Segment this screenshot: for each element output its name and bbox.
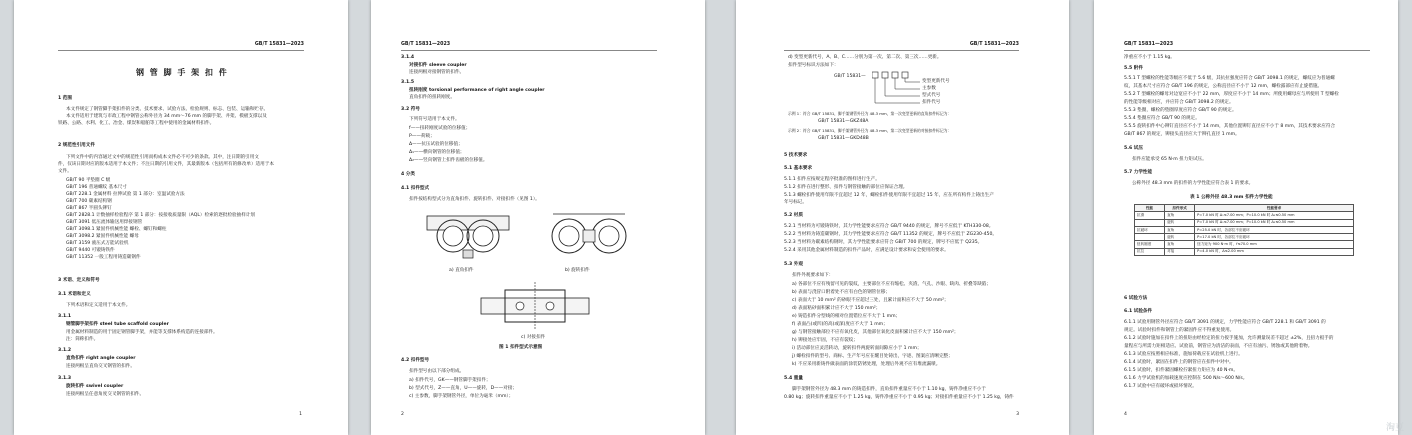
- subsection-heading: 3.2 符号: [401, 107, 420, 112]
- page-header-code: GB/T 15831—2023: [254, 42, 304, 47]
- list-item: 5.2.4 采用其他金属材料制造的扣件产品时，应满足设计要求和安全使用的要求。: [784, 248, 949, 253]
- list-item: 6.1.7 试验中应有破坏或损坏情况。: [1124, 384, 1197, 389]
- table-cell: 直角: [1165, 212, 1195, 219]
- table-cell: [1135, 219, 1165, 226]
- term-title: 钢管脚手架扣件 steel tube scaffold coupler: [66, 322, 169, 327]
- code-legend-item: 主参数: [922, 86, 936, 91]
- reference-item: GB/T 867 半圆头铆钉: [66, 206, 112, 211]
- term-note: 注：简称扣件。: [66, 337, 99, 342]
- term-number: 3.1.3: [58, 376, 72, 381]
- list-item: h) 铆接处应牢固，不应有裂纹；: [792, 338, 858, 343]
- paragraph-line: 净重应不小于 1.15 kg。: [1124, 55, 1175, 60]
- table-cell: 抗滑: [1135, 212, 1165, 219]
- list-item: b) 型式代号，Z——直角，U——旋转，D——对接；: [409, 386, 518, 391]
- list-item: k) 不应采用新铸件做表面的涂装防锈处理，处理后外观不应有堆流漏喷。: [792, 362, 941, 367]
- symbol-item: Δ₂——竖向钢管上扣件齿板的位移值。: [409, 158, 488, 163]
- symbol-item: Δ——抗压试验的位移值；: [409, 142, 463, 147]
- table-cell: 旋转: [1165, 234, 1195, 241]
- list-item: g) 与钢管接触部位不应有氧化皮，其他部位氧化皮面积累计应不大于 150 mm²；: [792, 330, 959, 335]
- paragraph-line: 下列符号适用于本文件。: [409, 117, 460, 122]
- table-caption: 表 1 公称外径 48.3 mm 扣件力学性能: [1190, 195, 1273, 200]
- reference-item: GB/T 228.1 金属材料 拉伸试验 第 1 部分：室温试验方法: [66, 192, 185, 197]
- code-legend-item: 扣件代号: [922, 100, 941, 105]
- list-item: c) 表面大于 10 mm² 的砂眼不应超过三处，且累计面积应不大于 50 mm²；: [792, 298, 949, 303]
- table-row: [1135, 241, 1354, 248]
- table-cell: 直角: [1165, 241, 1195, 248]
- list-item: 5.5.1 T 型螺栓的性能等级应不低于 5.6 级，其抗拉强度应符合 GB/T 3098.1 的规定，螺纹应为普通螺: [1124, 76, 1335, 81]
- page-number: 3: [1016, 412, 1019, 417]
- mechanical-properties-table: [1134, 204, 1354, 256]
- list-item: a) 各部位不应有残留可见的裂纹，主要部位不应有缩松、夹渣、气孔、沙眼、缺肉、折叠等缺陷；: [792, 282, 992, 287]
- right-angle-coupler-figure: [423, 206, 513, 264]
- paragraph-line: 本文件适用于建筑与市政工程中钢管公称外径为 34 mm～76 mm 的脚手架、井架、模板支撑以及: [66, 114, 267, 119]
- paragraph-line: 公称外径 48.3 mm 的扣件的力学性能应符合表 1 的要求。: [1132, 181, 1254, 186]
- subsection-heading: 5.1 基本要求: [784, 166, 813, 171]
- page-number: 4: [1124, 412, 1127, 417]
- symbol-item: Δ₁——横向钢管的位移值；: [409, 150, 465, 155]
- list-item: i) 活动部位应灵活转动，旋转扣件两旋转面间隙应小于 1 mm；: [792, 346, 922, 351]
- table-header-cell: 性能: [1135, 205, 1165, 212]
- section-heading: 5 技术要求: [784, 153, 808, 158]
- subsection-heading: 5.4 重量: [784, 376, 803, 381]
- term-title: 直角扣件 right angle coupler: [66, 356, 136, 361]
- list-item: d) 表面粘砂面积累计应不大于 150 mm²；: [792, 306, 881, 311]
- list-item: 5.2.1 当材料为可锻铸铁时，其力学性能要求应符合 GB/T 9440 的规定，牌号不应低于 KTH330-08。: [784, 224, 994, 229]
- subsection-heading: 4.2 扣件型号: [401, 358, 430, 363]
- table-header-cell: 性能要求: [1195, 205, 1354, 212]
- figure-label: c) 对接扣件: [521, 335, 546, 340]
- list-item: b) 表面与浇冒口附着处不应有白色的钢管位移；: [792, 290, 891, 295]
- table-cell: [1135, 234, 1165, 241]
- subsection-heading: 5.3 外观: [784, 262, 803, 267]
- symbol-item: P——荷载；: [409, 134, 435, 139]
- subsection-heading: 5.6 试压: [1124, 146, 1143, 151]
- list-item: 5.1.2 扣件在进行整形、扣件与钢管接触的部位应保证合理。: [784, 185, 908, 190]
- paragraph-line: 扣件型号标识方法如下：: [788, 63, 839, 68]
- term-number: 3.1.2: [58, 348, 72, 353]
- watermark-text: 淘豆: [1385, 423, 1404, 433]
- paragraph-line: 脚手架钢管外径为 48.3 mm 的铸造扣件，直角扣件重量应不小于 1.10 kg，铸件净重应不小于: [792, 387, 986, 392]
- list-item: 6.1.2 试验时施加在扣件上的扭矩由经检定的扭力扳手施加，允许测量误差不超过 ±2%，且扭力扳手的: [1124, 336, 1334, 341]
- reference-item: GB/T 196 普通螺纹 基本尺寸: [66, 185, 127, 190]
- table-cell: 旋转: [1165, 219, 1195, 226]
- list-item: 5.1.1 扣件应按规定程序批准的图样进行生产。: [784, 177, 880, 182]
- paragraph-line: 文件。: [58, 169, 72, 174]
- example-text: 示例 1：符合 GB/T 15831，脚手架钢管外径为 48.3 mm，第一次变型更新的直角扣件标记为：: [788, 111, 952, 116]
- paragraph-line: 件，仅该日期对应的版本适用于本文件；不注日期的引用文件，其最新版本（包括所有的修改单）适用于本: [58, 162, 274, 167]
- paragraph-line: 扣件按结构型式分为直角扣件、旋转扣件、对接扣件（见图 1）。: [409, 197, 540, 202]
- subsection-heading: 4.1 扣件型式: [401, 186, 430, 191]
- list-item: 纹，其基本尺寸应符合 GB/T 196 的规定，公称直径应不小于 12 mm，螺栓露部应有止旋措施。: [1124, 84, 1323, 89]
- swivel-coupler-figure: [543, 206, 635, 264]
- table-cell: P=17.0 kN 时，各部位不应破坏: [1195, 234, 1354, 241]
- list-item: 5.5.4 垫圈应符合 GB/T 90 的规定。: [1124, 116, 1200, 121]
- paragraph-line: 铁路、公路、水利、化工、冶金、煤炭和船舶等工程中使用的金属材料扣件。: [58, 121, 215, 126]
- subsection-heading: 5.7 力学性能: [1124, 170, 1153, 175]
- paragraph-line: 下列文件中的内容通过文中的规范性引用而构成本文件必不可少的条款。其中，注日期的引用文: [66, 155, 259, 160]
- sleeve-coupler-figure: [475, 280, 595, 332]
- code-prefix: GB/T 15831—: [834, 74, 866, 79]
- term-definition: 连接两根呈直角交叉钢管的扣件。: [66, 364, 135, 369]
- list-item: f) 表面凸(或凹)的高(或深)度应不大于 1 mm；: [792, 322, 888, 327]
- term-definition: 连接两根对接钢管的扣件。: [409, 70, 465, 75]
- table-cell: 抗破坏: [1135, 226, 1165, 233]
- list-item: 规定。试验时扣件和钢管上的紧固件应不得重复使用。: [1124, 328, 1235, 333]
- subsection-heading: 5.5 附件: [1124, 66, 1143, 71]
- table-cell: P=7.0 kN 时 Δ₁≤7.00 mm；P=10.0 kN 时 Δ₂≤0.50 mm: [1195, 212, 1354, 219]
- example-code: GB/T 15831—GKZ48A: [818, 119, 869, 124]
- table-cell: P=25.0 kN 时，各部位不应破坏: [1195, 226, 1354, 233]
- header-rule: [784, 50, 1019, 51]
- table-cell: P=4.0 kN 时，Δ≤2.00 mm: [1195, 248, 1354, 255]
- reference-item: GB/T 9440 可锻铸铁件: [66, 248, 115, 253]
- section-heading: 6 试验方法: [1124, 296, 1148, 301]
- list-item: 6.1.6 力学试验机的加载速度应控制在 500 N/s～600 N/s。: [1124, 376, 1248, 381]
- list-item: e) 铸造扣件分型线的相对位置错位应不大于 1 mm；: [792, 314, 901, 319]
- page-1: [14, 0, 348, 435]
- table-cell: 扭转刚度: [1135, 241, 1165, 248]
- reference-item: GB/T 3098.2 紧固件机械性能 螺母: [66, 234, 139, 239]
- list-item: 年号标记。: [784, 200, 807, 205]
- page-3: [736, 0, 1069, 435]
- code-legend-item: 变型更新代号: [922, 79, 950, 84]
- table-cell: 扭力矩为 900 N·m 时，f≤70.0 mm: [1195, 241, 1354, 248]
- header-rule: [401, 50, 657, 51]
- reference-item: GB/T 3091 低压流体输送用焊接钢管: [66, 220, 143, 225]
- term-title: 对接扣件 sleeve coupler: [409, 63, 467, 68]
- list-item: 5.2.2 当材料为铸造碳钢时，其力学性能要求应符合 GB/T 11352 的规定，牌号不应低于 ZG230-450。: [784, 232, 997, 237]
- table-cell: 对接: [1165, 248, 1195, 255]
- term-number: 3.1.5: [401, 80, 415, 85]
- example-code: GB/T 15831—GKD48B: [818, 136, 869, 141]
- figure-label: a) 直角扣件: [449, 268, 474, 273]
- table-header-row: [1135, 205, 1354, 212]
- list-item: 量程应与所需力矩相适应。试验前，钢管应为清洁的表面，不应有油污、锈蚀或其他附着物。: [1124, 344, 1313, 349]
- list-item: j) 螺栓扣件的型号、商标、生产年号应在醒目处铸出，字迹、图案应清晰完整；: [792, 354, 953, 359]
- symbol-item: f——扭转刚度试验的位移值；: [409, 126, 471, 131]
- subsection-heading: 3.1 术语和定义: [58, 292, 91, 297]
- term-title: 旋转扣件 swivel coupler: [66, 384, 124, 389]
- paragraph-line: 扣件外观要求如下：: [792, 273, 834, 278]
- table-cell: P=7.0 kN 时 Δ₁≤7.00 mm；P=10.0 kN 时 Δ₂≤0.50 mm: [1195, 219, 1354, 226]
- section-heading: 1 范围: [58, 96, 72, 101]
- reference-item: GB/T 700 碳素结构钢: [66, 199, 112, 204]
- reference-item: GB/T 3159 液压式万能试验机: [66, 241, 129, 246]
- subsection-heading: 5.2 材质: [784, 213, 803, 218]
- section-heading: 4 分类: [401, 172, 415, 177]
- page-header-code: GB/T 15831—2023: [1124, 42, 1174, 47]
- reference-item: GB/T 90 平垫圈 C 级: [66, 178, 111, 183]
- header-rule: [58, 50, 304, 51]
- list-item: 5.2.3 当材料为碳素结构钢时，其力学性能要求应符合 GB/T 700 的规定，牌号不应低于 Q235。: [784, 240, 983, 245]
- list-item: 5.5.3 垫圈，螺栓的垫圈厚度应符合 GB/T 90 的规定。: [1124, 108, 1237, 113]
- subsection-heading: 6.1 试验条件: [1124, 309, 1153, 314]
- header-rule: [1124, 50, 1370, 51]
- table-cell: 抗拉: [1135, 248, 1165, 255]
- list-item: 5.5.2 T 型螺栓的螺母对边宽应不小于 22 mm，厚度应不小于 14 mm；所使用螺母应与所使用 T 型螺栓: [1124, 92, 1339, 97]
- table-row: [1135, 226, 1354, 233]
- section-heading: 3 术语、定义和符号: [58, 278, 100, 283]
- list-item: 的性能等级相对应，并应符合 GB/T 3098.2 的规定。: [1124, 100, 1234, 105]
- list-item: 6.1.3 试验应按照相应标准，施加荷载应在试验机上进行。: [1124, 352, 1243, 357]
- paragraph-line: 下列术语和定义适用于本文件。: [66, 303, 131, 308]
- page-4: [1094, 0, 1398, 435]
- term-definition: 用金属材料制造的用于固定钢管脚手架，并能等支撑体系构造的连接部件。: [66, 330, 218, 335]
- figure-caption: 图 1 扣件型式示意图: [499, 345, 543, 350]
- paragraph-line: 本文件规定了钢管脚手架扣件的分类、技术要求、试验方法、检验规则、标志、包装、运输和贮存。: [66, 107, 269, 112]
- paragraph-line: 扣件应能承受 65 N·m 扭力矩试压。: [1132, 157, 1207, 162]
- table-header-cell: 扣件形式: [1165, 205, 1195, 212]
- list-item: 5.1.3 螺栓扣件使用年限不宜超过 12 年，螺栓扣件使用年限不宜超过 15 年，应在所有构件上铸出生产: [784, 193, 994, 198]
- document-title: 钢 管 脚 手 架 扣 件: [136, 68, 229, 77]
- page-number: 1: [299, 412, 302, 417]
- table-cell: 直角: [1165, 226, 1195, 233]
- list-item: a) 扣件代号，GK——钢管脚手架扣件；: [409, 378, 491, 383]
- page-2: [371, 0, 705, 435]
- paragraph-line: 0.80 kg；旋转扣件重量应不小于 1.25 kg，铸件净重应不小于 0.95 kg；对接扣件重量应不小于 1.25 kg，铸件: [784, 395, 1014, 400]
- table-row: [1135, 212, 1354, 219]
- list-item: GB/T 867 的规定，铆接头直径应大于铆孔直径 1 mm。: [1124, 132, 1240, 137]
- figure-label: b) 旋转扣件: [565, 268, 590, 273]
- reference-item: GB/T 11352 一般工程用铸造碳钢件: [66, 255, 141, 260]
- term-title: 扭转刚度 torsional performance of right angle coupler: [409, 88, 545, 93]
- page-header-code: GB/T 15831—2023: [401, 42, 451, 47]
- list-item: 5.5.5 旋转扣件中心铆钉直径应不小于 14 mm，其他位置铆钉直径应不小于 8 mm，其技术要求应符合: [1124, 124, 1336, 129]
- reference-item: GB/T 3098.1 紧固件机械性能 螺栓、螺钉和螺柱: [66, 227, 167, 232]
- term-number: 3.1.4: [401, 55, 415, 60]
- list-item: c) 主参数，脚手架钢管外径，单位为毫米（mm）；: [409, 394, 514, 399]
- term-definition: 连接两根呈任意角度交叉钢管的扣件。: [66, 392, 145, 397]
- list-item: 6.1.5 试验时，扣件紧固螺栓拧紧扭力矩应为 40 N·m。: [1124, 368, 1238, 373]
- table-row: [1135, 234, 1354, 241]
- list-item: 6.1.1 试验用钢管外径应符合 GB/T 3091 的规定，力学性能应符合 GB/T 228.1 和 GB/T 3091 的: [1124, 320, 1326, 325]
- table-row: [1135, 219, 1354, 226]
- table-row: [1135, 248, 1354, 255]
- term-number: 3.1.1: [58, 314, 72, 319]
- page-header-code: GB/T 15831—2023: [969, 42, 1019, 47]
- list-item: d) 变型更新代号，A、B、C……分别为第一次、第二次、第三次……更新。: [788, 55, 942, 60]
- paragraph-line: 扣件型号由以下部分组成。: [409, 369, 465, 374]
- section-heading: 2 规范性引用文件: [58, 143, 95, 148]
- example-text: 示例 2：符合 GB/T 15831，脚手架钢管外径为 48.3 mm，第二次变型更新的对接扣件标记为：: [788, 128, 952, 133]
- page-number: 2: [401, 412, 404, 417]
- reference-item: GB/T 2828.1 计数抽样检验程序 第 1 部分：按接收质量限（AQL）检索的逐批检验抽样计划: [66, 213, 256, 218]
- term-definition: 直角扣件的扭转刚度。: [409, 95, 455, 100]
- code-legend-item: 型式代号: [922, 93, 941, 98]
- list-item: 6.1.4 试验时，紧固在扣件上的钢管应在扣件中对中。: [1124, 360, 1234, 365]
